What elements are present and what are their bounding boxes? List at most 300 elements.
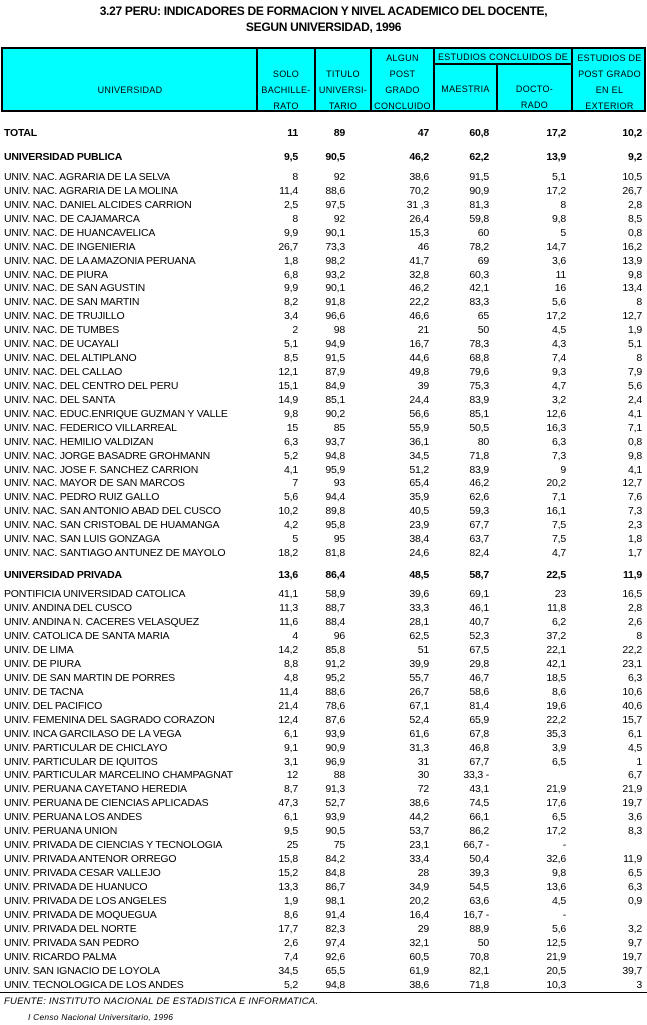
cell-doctorado: 5,6: [552, 923, 566, 936]
university-name: UNIV. NAC. SAN LUIS GONZAGA: [4, 533, 160, 546]
cell-algun-post-grado: 26,7: [409, 685, 429, 698]
university-name: UNIV. NAC. DEL ALTIPLANO: [4, 352, 137, 365]
cell-doctorado: 12,5: [546, 937, 566, 949]
cell-post-grado-exterior: 5,6: [628, 379, 642, 392]
header-estudios-concluidos: ESTUDIOS CONCLUIDOS DE: [433, 49, 571, 65]
cell-post-grado-exterior: 0,8: [628, 435, 642, 448]
table-title: 3.27 PERU: INDICADORES DE FORMACION Y NIVEL ACADEMICO DEL DOCENTE,: [99, 4, 548, 18]
cell-doctorado: 13,9: [546, 151, 566, 163]
cell-titulo-universitario: 91,8: [325, 296, 345, 309]
cell-solo-bachillerato: 14,9: [278, 393, 298, 406]
cell-algun-post-grado: 24,4: [409, 393, 429, 406]
table-row: [0, 601, 647, 615]
university-name: UNIV. PERUANA DE CIENCIAS APLICADAS: [4, 797, 209, 810]
cell-algun-post-grado: 61,6: [409, 727, 429, 740]
cell-titulo-universitario: 96: [333, 629, 345, 642]
university-name: UNIVERSIDAD PRIVADA: [4, 569, 122, 581]
header-post-grado-exterior: ESTUDIOS DE POST GRADO EN EL EXTERIOR: [571, 49, 646, 110]
cell-titulo-universitario: 88: [333, 769, 345, 782]
cell-maestria: 91,5: [469, 171, 489, 183]
university-name: PONTIFICIA UNIVERSIDAD CATOLICA: [4, 588, 186, 600]
cell-maestria: 46,8: [469, 741, 489, 754]
cell-algun-post-grado: 39,6: [409, 588, 429, 600]
table-row: [0, 295, 647, 309]
university-name: UNIV. FEMENINA DEL SAGRADO CORAZON: [4, 713, 215, 726]
cell-algun-post-grado: 22,2: [409, 296, 429, 309]
table-row: [0, 212, 647, 226]
table-row: [0, 852, 647, 866]
cell-maestria: 43,1: [469, 783, 489, 796]
university-name: UNIV. NAC. HEMILIO VALDIZAN: [4, 435, 154, 448]
cell-maestria: 74,5: [469, 797, 489, 810]
table-row: [0, 281, 647, 295]
cell-doctorado: 17,2: [546, 825, 566, 838]
cell-titulo-universitario: 88,6: [325, 184, 345, 197]
cell-titulo-universitario: 93,2: [325, 268, 345, 281]
table-row: [0, 198, 647, 212]
header-maestria: MAESTRIA: [433, 65, 496, 110]
cell-titulo-universitario: 90,9: [325, 741, 345, 754]
university-name: UNIV. PARTICULAR MARCELINO CHAMPAGNAT: [4, 769, 233, 782]
university-name: UNIV. PARTICULAR DE IQUITOS: [4, 755, 158, 768]
university-name: UNIV. DE TACNA: [4, 685, 84, 698]
university-name: UNIV. NAC. DE HUANCAVELICA: [4, 226, 156, 239]
cell-titulo-universitario: 75: [333, 839, 345, 852]
cell-algun-post-grado: 55,9: [409, 421, 429, 434]
cell-post-grado-exterior: 7,1: [628, 421, 642, 434]
cell-solo-bachillerato: 4,8: [284, 671, 298, 684]
cell-algun-post-grado: 46,2: [409, 282, 429, 295]
table-row: [0, 964, 647, 978]
table-row: [0, 615, 647, 629]
cell-doctorado: 6,2: [552, 615, 566, 628]
cell-maestria: 63,6: [469, 895, 489, 908]
table-row: [0, 727, 647, 741]
university-name: UNIV. CATOLICA DE SANTA MARIA: [4, 629, 170, 642]
cell-maestria: 82,1: [469, 964, 489, 977]
cell-maestria: 88,9: [469, 923, 489, 936]
table-row: [0, 768, 647, 782]
university-name: UNIV. NAC. JOSE F. SANCHEZ CARRION: [4, 463, 199, 476]
cell-solo-bachillerato: 13,3: [278, 881, 298, 894]
cell-algun-post-grado: 41,7: [409, 254, 429, 267]
cell-maestria: 82,4: [469, 547, 489, 560]
university-name: UNIV. RICARDO PALMA: [4, 950, 117, 963]
cell-titulo-universitario: 93,9: [325, 727, 345, 740]
cell-doctorado: 22,2: [546, 713, 566, 726]
cell-solo-bachillerato: 6,1: [284, 811, 298, 824]
cell-solo-bachillerato: 15,8: [278, 853, 298, 866]
cell-doctorado: 3,9: [552, 741, 566, 754]
cell-doctorado: 8,6: [552, 685, 566, 698]
cell-solo-bachillerato: 8,5: [284, 352, 298, 365]
cell-doctorado: 6,3: [552, 435, 566, 448]
table-row: [0, 268, 647, 282]
cell-solo-bachillerato: 11: [287, 127, 298, 139]
cell-solo-bachillerato: 10,2: [278, 505, 298, 518]
cell-doctorado: 17,6: [546, 797, 566, 810]
cell-titulo-universitario: 88,7: [325, 601, 345, 614]
cell-solo-bachillerato: 1,8: [284, 254, 298, 267]
cell-post-grado-exterior: 15,7: [622, 713, 642, 726]
cell-solo-bachillerato: 47,3: [278, 797, 298, 810]
university-name: UNIV. NAC. DE SAN MARTIN: [4, 296, 140, 309]
table-row: [0, 421, 647, 435]
cell-post-grado-exterior: 39,7: [622, 964, 642, 977]
cell-maestria: 67,5: [469, 643, 489, 656]
cell-post-grado-exterior: 1: [636, 755, 642, 768]
cell-algun-post-grado: 44,2: [409, 811, 429, 824]
university-name: UNIV. INCA GARCILASO DE LA VEGA: [4, 727, 182, 740]
university-name: UNIV. NAC. DE TRUJILLO: [4, 310, 125, 323]
cell-doctorado: 16,1: [546, 505, 566, 518]
cell-algun-post-grado: 49,8: [409, 366, 429, 379]
cell-doctorado: 42,1: [546, 657, 566, 670]
cell-doctorado: 9,3: [552, 366, 566, 379]
cell-doctorado: 35,3: [546, 727, 566, 740]
cell-post-grado-exterior: 12,7: [622, 310, 642, 323]
cell-solo-bachillerato: 4: [292, 629, 298, 642]
table-row: [0, 435, 647, 449]
cell-titulo-universitario: 91,3: [325, 783, 345, 796]
cell-algun-post-grado: 38,6: [409, 797, 429, 810]
cell-maestria: 52,3: [469, 629, 489, 642]
cell-doctorado: 17,2: [546, 310, 566, 323]
cell-solo-bachillerato: 12,4: [278, 713, 298, 726]
cell-algun-post-grado: 67,1: [409, 699, 429, 712]
cell-solo-bachillerato: 4,1: [284, 463, 298, 476]
cell-titulo-universitario: 92,6: [325, 950, 345, 963]
table-row: [0, 936, 647, 950]
cell-algun-post-grado: 26,4: [409, 212, 429, 225]
cell-algun-post-grado: 70,2: [409, 184, 429, 197]
cell-algun-post-grado: 34,9: [409, 881, 429, 894]
university-name: UNIV. PRIVADA DE MOQUEGUA: [4, 909, 157, 922]
table-bottom-rule: [0, 992, 647, 993]
table-row: [0, 546, 647, 560]
cell-algun-post-grado: 23,1: [409, 839, 429, 852]
cell-solo-bachillerato: 17,7: [278, 923, 298, 936]
cell-titulo-universitario: 52,7: [325, 797, 345, 810]
cell-doctorado: 16: [554, 282, 566, 295]
cell-doctorado: 3,2: [552, 393, 566, 406]
university-name: UNIV. PRIVADA DE LOS ANGELES: [4, 895, 167, 908]
cell-doctorado: 5,1: [552, 171, 566, 183]
university-name: UNIV. NAC. FEDERICO VILLARREAL: [4, 421, 177, 434]
cell-titulo-universitario: 84,2: [325, 853, 345, 866]
cell-post-grado-exterior: 4,5: [628, 741, 642, 754]
cell-post-grado-exterior: 40,6: [622, 699, 642, 712]
table-row: [0, 407, 647, 421]
table-row: [0, 365, 647, 379]
cell-post-grado-exterior: 2,8: [628, 198, 642, 211]
cell-maestria: 46,7: [469, 671, 489, 684]
cell-algun-post-grado: 65,4: [409, 477, 429, 490]
cell-doctorado: 6,5: [552, 811, 566, 824]
cell-algun-post-grado: 46,2: [409, 151, 429, 163]
cell-solo-bachillerato: 7: [292, 477, 298, 490]
table-row: [0, 184, 647, 198]
university-name: TOTAL: [4, 127, 38, 139]
cell-post-grado-exterior: 2,8: [628, 601, 642, 614]
table-row: [0, 950, 647, 964]
header-titulo-universitario: TITULO UNIVERSI- TARIO: [314, 49, 370, 110]
cell-algun-post-grado: 38,6: [409, 171, 429, 183]
cell-post-grado-exterior: 6,3: [628, 881, 642, 894]
cell-doctorado: 37,2: [546, 629, 566, 642]
cell-doctorado: -: [562, 909, 566, 922]
cell-maestria: 86,2: [469, 825, 489, 838]
cell-post-grado-exterior: 11,9: [623, 853, 642, 866]
university-name: UNIV. NAC. AGRARIA DE LA SELVA: [4, 171, 170, 183]
cell-solo-bachillerato: 41,1: [278, 588, 298, 600]
cell-titulo-universitario: 84,9: [325, 379, 345, 392]
cell-algun-post-grado: 28,1: [409, 615, 429, 628]
cell-algun-post-grado: 32,8: [409, 268, 429, 281]
cell-post-grado-exterior: 7,3: [628, 505, 642, 518]
summary-row: [0, 568, 647, 582]
cell-post-grado-exterior: 11,9: [622, 569, 642, 581]
university-name: UNIV. DE LIMA: [4, 643, 74, 656]
cell-maestria: 66,1: [469, 811, 489, 824]
cell-maestria: 83,9: [469, 393, 489, 406]
cell-titulo-universitario: 93: [333, 477, 345, 490]
cell-solo-bachillerato: 11,4: [279, 685, 298, 698]
university-name: UNIV. NAC. DE LA AMAZONIA PERUANA: [4, 254, 196, 267]
cell-solo-bachillerato: 2,6: [284, 937, 298, 949]
cell-maestria: 78,2: [469, 240, 489, 253]
cell-algun-post-grado: 40,5: [409, 505, 429, 518]
cell-titulo-universitario: 78,6: [325, 699, 345, 712]
cell-maestria: 50: [477, 324, 489, 337]
university-name: UNIV. NAC. PEDRO RUIZ GALLO: [4, 491, 160, 504]
cell-post-grado-exterior: 8,3: [628, 825, 642, 838]
cell-post-grado-exterior: 3,6: [628, 811, 642, 824]
table-row: [0, 337, 647, 351]
cell-post-grado-exterior: 9,8: [628, 268, 642, 281]
cell-doctorado: 23: [554, 588, 566, 600]
cell-maestria: 69: [477, 254, 489, 267]
cell-solo-bachillerato: 6,1: [284, 727, 298, 740]
cell-post-grado-exterior: 22,2: [622, 643, 642, 656]
cell-algun-post-grado: 52,4: [409, 713, 429, 726]
cell-algun-post-grado: 32,1: [409, 937, 429, 949]
cell-algun-post-grado: 28: [417, 867, 429, 880]
university-name: UNIV. DEL PACIFICO: [4, 699, 103, 712]
cell-maestria: 78,3: [469, 338, 489, 351]
cell-titulo-universitario: 91,5: [325, 352, 345, 365]
cell-algun-post-grado: 38,6: [409, 978, 429, 991]
table-row: [0, 796, 647, 810]
cell-post-grado-exterior: 3,2: [628, 923, 642, 936]
cell-algun-post-grado: 23,9: [409, 519, 429, 532]
university-name: UNIV. NAC. DE TUMBES: [4, 324, 120, 337]
cell-maestria: 46,1: [469, 601, 489, 614]
university-name: UNIV. NAC. DANIEL ALCIDES CARRION: [4, 198, 192, 211]
cell-titulo-universitario: 89,8: [325, 505, 345, 518]
cell-maestria: 62,6: [469, 491, 489, 504]
cell-doctorado: 5: [560, 226, 566, 239]
cell-algun-post-grado: 53,7: [409, 825, 429, 838]
cell-post-grado-exterior: 10,5: [622, 171, 642, 183]
university-name: UNIV. NAC. DEL CENTRO DEL PERU: [4, 379, 179, 392]
cell-doctorado: 20,5: [546, 964, 566, 977]
cell-post-grado-exterior: 13,4: [622, 282, 642, 295]
cell-solo-bachillerato: 8: [292, 171, 298, 183]
cell-post-grado-exterior: 3: [636, 978, 642, 991]
university-name: UNIV. NAC. EDUC.ENRIQUE GUZMAN Y VALLE: [4, 407, 228, 420]
cell-doctorado: 17,2: [546, 184, 566, 197]
table-row: [0, 741, 647, 755]
cell-maestria: 33,3 -: [463, 769, 489, 782]
cell-algun-post-grado: 24,6: [409, 547, 429, 560]
university-name: UNIVERSIDAD PUBLICA: [4, 151, 123, 163]
table-row: [0, 532, 647, 546]
cell-algun-post-grado: 20,2: [409, 895, 429, 908]
cell-solo-bachillerato: 5,2: [284, 978, 298, 991]
cell-post-grado-exterior: 16,5: [622, 588, 642, 600]
cell-maestria: 63,7: [469, 533, 489, 546]
cell-post-grado-exterior: 1,7: [628, 547, 642, 560]
university-name: UNIV. NAC. DE PIURA: [4, 268, 108, 281]
cell-post-grado-exterior: 9,2: [628, 151, 642, 163]
cell-doctorado: 4,7: [552, 379, 566, 392]
table-row: [0, 504, 647, 518]
cell-doctorado: 4,5: [552, 324, 566, 337]
cell-post-grado-exterior: 5,1: [628, 338, 642, 351]
cell-doctorado: 11,8: [547, 601, 566, 614]
cell-maestria: 90,9: [469, 184, 489, 197]
cell-titulo-universitario: 90,2: [325, 407, 345, 420]
cell-titulo-universitario: 94,9: [325, 338, 345, 351]
census-note: I Censo Nacional Universitario, 1996: [28, 1012, 174, 1022]
cell-maestria: 59,8: [469, 212, 489, 225]
cell-maestria: 71,8: [469, 449, 489, 462]
cell-maestria: 58,6: [469, 685, 489, 698]
cell-maestria: 83,3: [469, 296, 489, 309]
cell-post-grado-exterior: 0,9: [628, 895, 642, 908]
cell-titulo-universitario: 88,4: [325, 615, 345, 628]
university-name: UNIV. PRIVADA ANTENOR ORREGO: [4, 853, 177, 866]
cell-doctorado: 3,6: [552, 254, 566, 267]
university-name: UNIV. NAC. DE INGENIERIA: [4, 240, 136, 253]
cell-post-grado-exterior: 0,8: [628, 226, 642, 239]
cell-solo-bachillerato: 9,8: [284, 407, 298, 420]
university-name: UNIV. NAC. AGRARIA DE LA MOLINA: [4, 184, 178, 197]
cell-solo-bachillerato: 13,6: [278, 569, 298, 581]
cell-solo-bachillerato: 8,7: [284, 783, 298, 796]
cell-titulo-universitario: 85,8: [325, 643, 345, 656]
cell-doctorado: 21,9: [546, 950, 566, 963]
university-name: UNIV. NAC. SAN CRISTOBAL DE HUAMANGA: [4, 519, 220, 532]
cell-doctorado: 11: [555, 268, 566, 281]
cell-post-grado-exterior: 8: [636, 352, 642, 365]
cell-titulo-universitario: 84,8: [325, 867, 345, 880]
cell-titulo-universitario: 94,4: [325, 491, 345, 504]
cell-maestria: 65: [477, 310, 489, 323]
table-row: [0, 922, 647, 936]
table-row: [0, 309, 647, 323]
cell-titulo-universitario: 96,9: [325, 755, 345, 768]
table-row: [0, 476, 647, 490]
cell-titulo-universitario: 91,2: [325, 657, 345, 670]
cell-solo-bachillerato: 7,4: [284, 950, 298, 963]
cell-algun-post-grado: 47: [417, 127, 429, 139]
cell-maestria: 68,8: [469, 352, 489, 365]
cell-solo-bachillerato: 21,4: [278, 699, 298, 712]
cell-maestria: 16,7 -: [463, 909, 489, 922]
cell-maestria: 85,1: [469, 407, 489, 420]
header-universidad: UNIVERSIDAD: [97, 85, 163, 95]
university-name: UNIV. PRIVADA DE CIENCIAS Y TECNOLOGIA: [4, 839, 223, 852]
cell-doctorado: 4,7: [552, 547, 566, 560]
cell-solo-bachillerato: 9,9: [284, 282, 298, 295]
cell-post-grado-exterior: 9,7: [628, 937, 642, 949]
cell-solo-bachillerato: 12,1: [278, 366, 298, 379]
cell-solo-bachillerato: 8,6: [284, 909, 298, 922]
university-name: UNIV. NAC. MAYOR DE SAN MARCOS: [4, 477, 185, 490]
cell-solo-bachillerato: 15: [286, 421, 298, 434]
cell-algun-post-grado: 31 ,3: [406, 198, 429, 211]
table-row: [0, 810, 647, 824]
cell-post-grado-exterior: 2,4: [628, 393, 642, 406]
cell-solo-bachillerato: 5: [292, 533, 298, 546]
cell-algun-post-grado: 38,4: [409, 533, 429, 546]
table-row: [0, 449, 647, 463]
cell-solo-bachillerato: 9,5: [284, 825, 298, 838]
cell-maestria: 79,6: [469, 366, 489, 379]
cell-solo-bachillerato: 25: [286, 839, 298, 852]
cell-doctorado: 7,5: [552, 519, 566, 532]
cell-maestria: 67,7: [469, 755, 489, 768]
cell-doctorado: -: [562, 839, 566, 852]
cell-doctorado: 17,2: [546, 127, 566, 139]
cell-post-grado-exterior: 10,2: [622, 127, 642, 139]
cell-post-grado-exterior: 8: [636, 629, 642, 642]
table-row: [0, 379, 647, 393]
cell-doctorado: 12,6: [546, 407, 566, 420]
cell-algun-post-grado: 51: [417, 643, 429, 656]
cell-algun-post-grado: 33,3: [409, 601, 429, 614]
cell-post-grado-exterior: 8: [636, 296, 642, 309]
cell-algun-post-grado: 34,5: [409, 449, 429, 462]
cell-algun-post-grado: 61,9: [409, 964, 429, 977]
cell-titulo-universitario: 88,6: [325, 685, 345, 698]
cell-solo-bachillerato: 11,4: [279, 184, 298, 197]
cell-titulo-universitario: 87,6: [325, 713, 345, 726]
cell-titulo-universitario: 86,4: [325, 569, 345, 581]
table-row: [0, 755, 647, 769]
cell-doctorado: 13,6: [546, 881, 566, 894]
university-name: UNIV. DE PIURA: [4, 657, 81, 670]
table-row: [0, 393, 647, 407]
cell-titulo-universitario: 73,3: [325, 240, 345, 253]
cell-solo-bachillerato: 15,1: [278, 379, 298, 392]
cell-algun-post-grado: 44,6: [409, 352, 429, 365]
cell-post-grado-exterior: 6,3: [628, 671, 642, 684]
cell-solo-bachillerato: 3,4: [284, 310, 298, 323]
cell-maestria: 66,7 -: [463, 839, 489, 852]
university-name: UNIV. PARTICULAR DE CHICLAYO: [4, 741, 168, 754]
cell-maestria: 54,5: [469, 881, 489, 894]
cell-doctorado: 10,3: [546, 978, 566, 991]
cell-doctorado: 7,1: [552, 491, 566, 504]
university-name: UNIV. PRIVADA DEL NORTE: [4, 923, 137, 936]
header-doctorado: DOCTO- RADO: [496, 65, 571, 110]
cell-titulo-universitario: 93,7: [325, 435, 345, 448]
cell-algun-post-grado: 16,4: [409, 909, 429, 922]
university-name: UNIV. NAC. JORGE BASADRE GROHMANN: [4, 449, 210, 462]
